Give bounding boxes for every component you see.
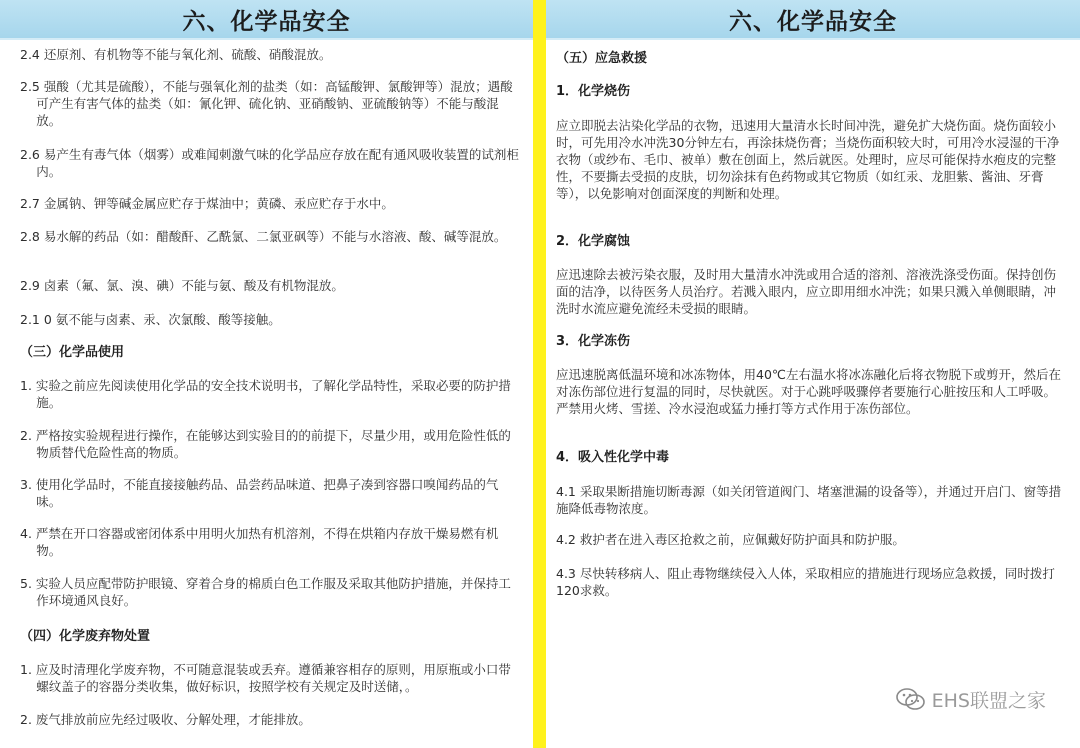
storage-item-2-6: 2.6 易产生有毒气体（烟雾）或难闻刺激气味的化学品应存放在配有通风吸收装置的试剂柜内。 xyxy=(20,147,519,179)
storage-item-2-9: 2.9 卤素（氟、氯、溴、碘）不能与氨、酸及有机物混放。 xyxy=(20,278,344,293)
center-divider xyxy=(533,0,546,748)
watermark xyxy=(896,686,1046,713)
inhalation-item-4-3: 4.3 尽快转移病人、阻止毒物继续侵入人体，采取相应的措施进行现场应急救援，同时拨打120求救。 xyxy=(556,566,1055,598)
right-panel xyxy=(546,0,1080,748)
section-heading-usage: （三）化学品使用 xyxy=(20,345,125,360)
usage-item-5: 5. 实验人员应配带防护眼镜、穿着合身的棉质白色工作服及采取其他防护措施，并保持工作环境通风良好。 xyxy=(20,576,511,608)
heading-chemical-burn: 1．化学烧伤 xyxy=(556,84,631,99)
right-title: 六、化学品安全 xyxy=(729,8,897,35)
chemical-frostbite-text: 应迅速脱离低温环境和冰冻物体，用40℃左右温水将冰冻融化后将衣物脱下或剪开，然后在对冻伤部位进行复温的同时，尽快就医。对于心跳呼吸骤停者要施行心脏按压和人工呼吸。严禁用火烤、雪搓、冷水浸泡或猛力捶打等方式作用于冻伤部位。 xyxy=(556,367,1061,416)
heading-chemical-frostbite: 3．化学冻伤 xyxy=(556,334,631,349)
waste-item-1: 1. 应及时清理化学废弃物，不可随意混装或丢弃。遵循兼容相存的原则，用原瓶或小口带螺纹盖子的容器分类收集，做好标识，按照学校有关规定及时送储，。 xyxy=(20,662,511,694)
storage-item-2-5: 2.5 强酸（尤其是硫酸），不能与强氧化剂的盐类（如：高锰酸钾、氯酸钾等）混放；遇酸可产生有害气体的盐类（如：氰化钾、硫化钠、亚硝酸钠、亚硫酸钠等）不能与酸混放。 xyxy=(20,79,513,128)
right-body xyxy=(556,44,1066,748)
storage-item-2-4: 2.4 还原剂、有机物等不能与氧化剂、硫酸、硝酸混放。 xyxy=(20,47,332,62)
chemical-corrosion-text: 应迅速除去被污染衣服，及时用大量清水冲洗或用合适的溶剂、溶液洗涤受伤面。保持创伤面的洁净，以待医务人员治疗。若溅入眼内，应立即用细水冲洗；如果只溅入单侧眼睛，冲洗时水流应避免流经未受损的眼睛。 xyxy=(556,267,1057,316)
watermark-text: EHS联盟之家 xyxy=(931,690,1046,712)
inhalation-item-4-1: 4.1 采取果断措施切断毒源（如关闭管道阀门、堵塞泄漏的设备等），并通过开启门、窗等措施降低毒物浓度。 xyxy=(556,484,1062,516)
waste-item-2: 2. 废气排放前应先经过吸收、分解处理，才能排放。 xyxy=(20,712,311,727)
usage-item-4: 4. 严禁在开口容器或密闭体系中用明火加热有机溶剂，不得在烘箱内存放干燥易燃有机物。 xyxy=(20,526,499,558)
left-panel xyxy=(0,0,533,748)
usage-item-3: 3. 使用化学品时，不能直接接触药品、品尝药品味道、把鼻子凑到容器口嗅闻药品的气味。 xyxy=(20,477,499,509)
chemical-burn-text: 应立即脱去沾染化学品的衣物，迅速用大量清水长时间冲洗，避免扩大烧伤面。烧伤面较小时，可先用冷水冲洗30分钟左右，再涂抹烧伤膏；当烧伤面积较大时，可用冷水浸湿的干净衣物（或纱布、毛巾、被单）敷在创面上，然后就医。处理时，应尽可能保持水疱皮的完整性，不要撕去受损的皮肤，切勿涂抹有色药物或其它物质（如红汞、龙胆紫、酱油、牙膏等），以免影响对创面深度的判断和处理。 xyxy=(556,118,1060,201)
usage-item-2: 2. 严格按实验规程进行操作，在能够达到实验目的的前提下，尽量少用，或用危险性低的物质替代危险性高的物质。 xyxy=(20,428,511,460)
left-body xyxy=(20,44,519,748)
storage-item-2-10: 2.1 0 氨不能与卤素、汞、次氯酸、酸等接触。 xyxy=(20,312,281,327)
left-header xyxy=(0,0,533,40)
section-heading-waste: （四）化学废弃物处置 xyxy=(20,629,151,644)
heading-inhalation-poisoning: 4．吸入性化学中毒 xyxy=(556,450,670,465)
storage-item-2-7: 2.7 金属钠、钾等碱金属应贮存于煤油中；黄磷、汞应贮存于水中。 xyxy=(20,196,394,211)
right-header xyxy=(546,0,1080,40)
section-heading-emergency: （五）应急救援 xyxy=(556,51,648,66)
usage-item-1: 1. 实验之前应先阅读使用化学品的安全技术说明书，了解化学品特性，采取必要的防护措施。 xyxy=(20,378,511,410)
heading-chemical-corrosion: 2．化学腐蚀 xyxy=(556,234,631,249)
left-title: 六、化学品安全 xyxy=(182,8,351,35)
storage-item-2-8: 2.8 易水解的药品（如：醋酸酐、乙酰氯、二氯亚砜等）不能与水溶液、酸、碱等混放。 xyxy=(20,229,507,244)
inhalation-item-4-2: 4.2 救护者在进入毒区抢救之前，应佩戴好防护面具和防护服。 xyxy=(556,532,905,547)
wechat-icon xyxy=(896,687,926,713)
